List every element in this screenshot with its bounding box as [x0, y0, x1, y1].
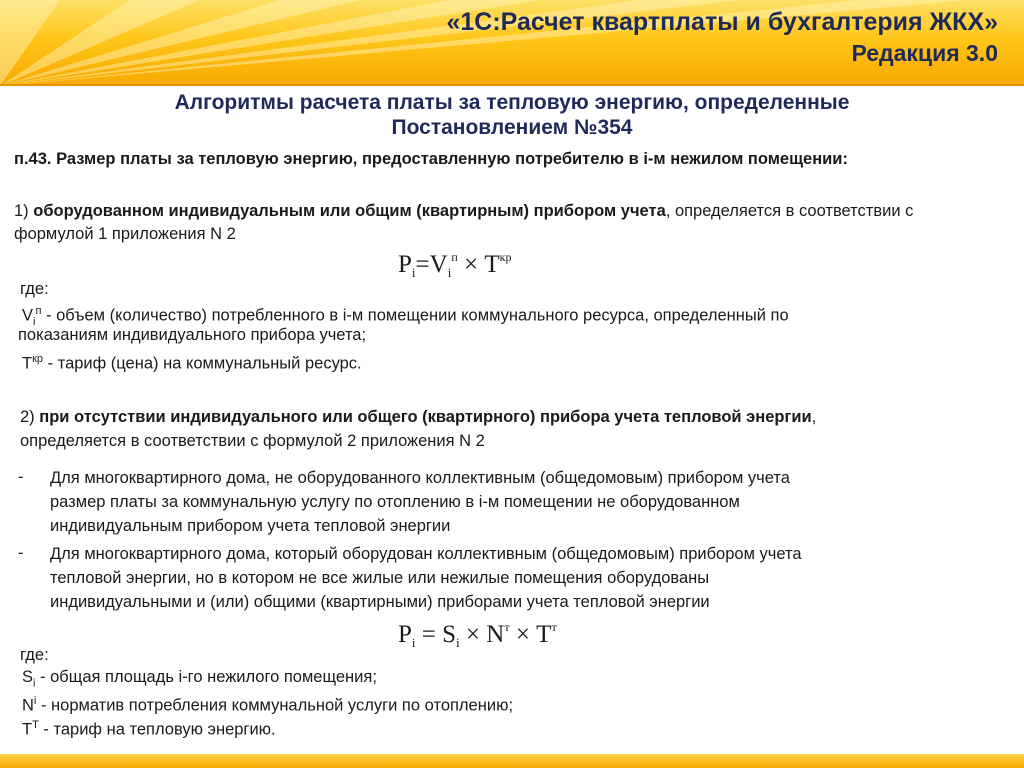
- item-2-number: 2): [20, 408, 40, 426]
- item-1-bold: оборудованном индивидуальным или общим (квартирным) прибором учета: [33, 202, 666, 220]
- footer-bar: [0, 754, 1024, 768]
- t-tariff-letter: T: [22, 720, 33, 739]
- v-sub: i: [33, 315, 36, 328]
- header-banner: [0, 0, 1024, 86]
- bullet-1-text: [50, 466, 1000, 538]
- bullet-1-line-1: Для многоквартирного дома, не оборудованного коллективным (общедомовым) прибором учета: [50, 469, 790, 487]
- item-2-comma: ,: [811, 408, 817, 426]
- formula-1-p-sub: i: [411, 265, 416, 280]
- formula-2-eq: = S: [415, 621, 457, 648]
- s-sub: i: [33, 677, 36, 690]
- formula-1-t-sup: кр: [499, 250, 512, 264]
- bullet-2-line-2: тепловой энергии, но в котором не все жилые или нежилые помещения оборудованы: [50, 569, 710, 587]
- n-sup: i: [33, 695, 37, 707]
- bullet-2-dash: -: [18, 544, 24, 562]
- t-letter: T: [22, 354, 33, 373]
- bullet-1-line-2: размер платы за коммунальную услугу по отоплению в i-м помещении не оборудованном: [50, 493, 740, 511]
- formula-1-v-sup: п: [451, 250, 458, 264]
- v-desc-line-1: - объем (количество) потребленного в i-м помещении коммунального ресурса, определенный по: [41, 306, 789, 325]
- bullet-2-line-1: Для многоквартирного дома, который оборудован коллективным (общедомовым) прибором учета: [50, 545, 802, 563]
- bullet-2-line-3: индивидуальными и (или) общими (квартирными) приборами учета тепловой энергии: [50, 593, 710, 611]
- subtitle-line-1: Алгоритмы расчета платы за тепловую энергию, определенные: [174, 91, 850, 114]
- formula-1-times: × T: [457, 251, 500, 278]
- formula-2-p-sub: i: [411, 635, 416, 650]
- t-desc: - тариф (цена) на коммунальный ресурс.: [43, 354, 362, 373]
- edition-label: Редакция 3.0: [851, 40, 998, 66]
- item-1-rest: , определяется в соответствии с формулой 1 приложения N 2: [14, 202, 914, 243]
- formula-2-times-1: × N: [459, 621, 505, 648]
- t-definition: [22, 348, 1022, 376]
- t-tariff-desc: - тариф на тепловую энергию.: [38, 720, 276, 739]
- slide-subtitle: [0, 90, 1024, 140]
- item-1-number: 1): [14, 202, 34, 220]
- v-sup: п: [35, 305, 42, 317]
- formula-2-n-sup: т: [504, 620, 510, 634]
- formula-2-s-sub: i: [456, 635, 460, 650]
- bullet-1-line-3: индивидуальным прибором учета тепловой энергии: [50, 517, 451, 535]
- item-2-line-2: определяется в соответствии с формулой 2 приложения N 2: [20, 432, 485, 450]
- item-1-paragraph: [14, 200, 974, 246]
- formula-1-eq: =V: [415, 251, 448, 278]
- s-letter: S: [22, 668, 34, 686]
- formula-2-t-sup: т: [551, 620, 557, 634]
- n-desc: - норматив потребления коммунальной услуги по отоплению;: [36, 696, 514, 715]
- bullet-2-text: [50, 542, 1000, 614]
- formula-2-times-2: × T: [509, 621, 552, 648]
- bullet-1-dash: -: [18, 468, 24, 486]
- t-tariff-sup: Т: [32, 719, 39, 731]
- v-letter: V: [22, 306, 34, 325]
- item-2-bold: при отсутствии индивидуального или общего (квартирного) прибора учета тепловой энергии: [39, 408, 812, 426]
- s-desc: - общая площадь i-го нежилого помещения;: [35, 668, 377, 686]
- where-label-1: где:: [20, 280, 49, 298]
- t-tariff-definition: [22, 714, 1022, 742]
- item-2-paragraph: [20, 406, 1010, 429]
- section-heading: п.43. Размер платы за тепловую энергию, предоставленную потребителю в i-м нежилом помещении:: [14, 150, 848, 168]
- t-sup: кр: [32, 353, 44, 365]
- subtitle-line-2: Постановлением №354: [391, 116, 633, 139]
- formula-1-v-sub: i: [447, 265, 452, 280]
- formula-2-p: P: [398, 621, 412, 648]
- header-divider: [0, 84, 1024, 86]
- n-letter: N: [22, 696, 34, 715]
- app-title: «1С:Расчет квартплаты и бухгалтерия ЖКХ»: [446, 8, 998, 36]
- formula-1: [398, 250, 511, 281]
- formula-1-p: P: [398, 251, 412, 278]
- v-desc-line-2: показаниям индивидуального прибора учета;: [18, 326, 367, 344]
- where-label-2: где:: [20, 646, 49, 664]
